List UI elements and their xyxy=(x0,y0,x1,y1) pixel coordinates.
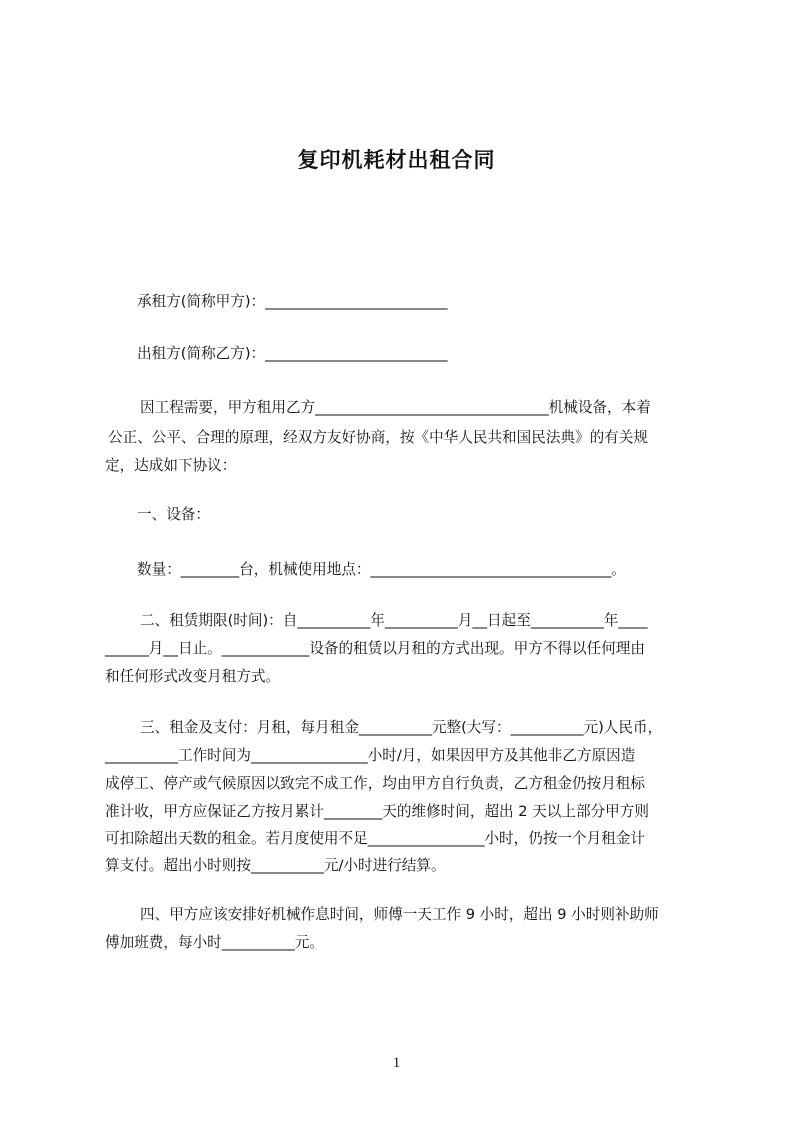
page-number: 1 xyxy=(392,1055,401,1071)
section-4-line-2: 傅加班费，每小时__________元。 xyxy=(105,934,324,951)
section-2-line-2: ______月__日止。____________设备的租赁以月租的方式出现。甲方不得以任何理由 xyxy=(105,640,645,657)
section-1-quantity-line: 数量：________台，机械使用地点：_________________________________。 xyxy=(137,561,626,578)
section-3-line-5: 可扣除超出天数的租金。若月度使用不足________________小时，仍按一个月租金计 xyxy=(105,830,645,847)
section-3-line-6: 算支付。超出小时则按__________元/小时进行结算。 xyxy=(105,857,446,874)
section-3-line-4: 准计收，甲方应保证乙方按月累计________天的维修时间，超出 2 天以上部分甲方则 xyxy=(105,803,649,820)
lessor-line: 出租方(简称乙方)：_________________________ xyxy=(137,345,448,362)
preamble-line-2: 公正、公平、合理的原理，经双方友好协商，按《中华人民共和国民法典》的有关规 xyxy=(108,429,648,446)
preamble-line-1: 因工程需要，甲方租用乙方________________________________机械设备，本着 xyxy=(140,399,651,416)
section-2-line-3: 和任何形式改变月租方式。 xyxy=(105,668,281,685)
section-3-line-1: 三、租金及支付：月租，每月租金__________元整(大写：__________元)人民币， xyxy=(140,719,663,736)
document-title: 复印机耗材出租合同 xyxy=(297,148,496,172)
section-2-line-1: 二、租赁期限(时间)：自__________年__________月__日起至__________年____ xyxy=(140,612,648,629)
preamble-line-3: 定，达成如下协议： xyxy=(105,457,237,474)
section-4-line-1: 四、甲方应该安排好机械作息时间，师傅一天工作 9 小时，超出 9 小时则补助师 xyxy=(140,906,659,923)
section-3-line-3: 成停工、停产或气候原因以致完不成工作，均由甲方自行负责，乙方租金仍按月租标 xyxy=(105,775,645,792)
section-1-heading: 一、设备： xyxy=(137,506,210,523)
lessee-line: 承租方(简称甲方)：_________________________ xyxy=(137,293,448,310)
section-3-line-2: __________工作时间为________________小时/月，如果因甲方及其他非乙方原因造 xyxy=(105,747,636,764)
